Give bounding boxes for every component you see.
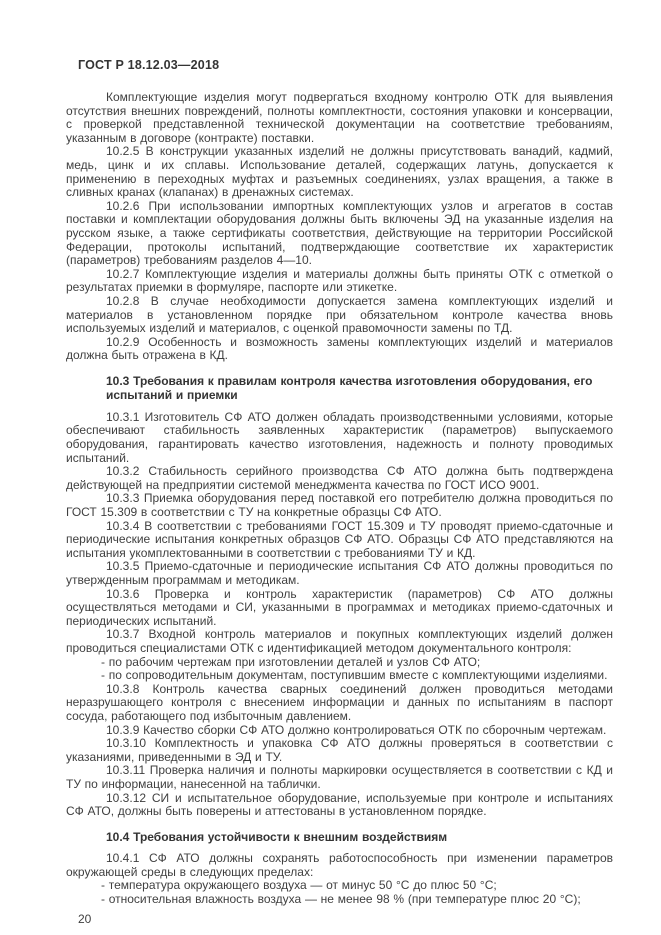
paragraph: 10.3.7 Входной контроль материалов и покупных комплектующих изделий должен проводиться специалистами ОТК с идентификацией методом документального контроля:	[66, 627, 613, 655]
page-number: 20	[78, 911, 92, 926]
paragraph: 10.3.12 СИ и испытательное оборудование, используемые при контроле и испытаниях СФ АТО, должны быть поверены и аттестованы в установленном порядке.	[66, 790, 613, 819]
paragraph: 10.2.9 Особенность и возможность замены комплектующих изделий и материалов должна быть отражена в КД.	[66, 334, 613, 363]
list-item: - по сопроводительным документам, поступившим вместе с комплектующими изделиями.	[101, 668, 608, 683]
paragraph: 10.3.11 Проверка наличия и полноты маркировки осуществляется в соответствии с КД и ТУ по информации, нанесенной на таблички.	[66, 763, 613, 791]
paragraph: Комплектующие изделия могут подвергаться входному контролю ОТК для выявления отсутствия внешних повреждений, полноты комплектности, состояния упаковки и консервации, с проверкой представленной технической документации на соответствие требованиям, указанным в договоре (контракте) поставки.	[66, 90, 613, 145]
paragraph: 10.3.4 В соответствии с требованиями ГОСТ 15.309 и ТУ проводят приемо-сдаточные и периодические испытания конкретных образцов СФ АТО. Образцы СФ АТО представляются на испытания укомплектованными в соответствии с требованиями ТУ и КД.	[66, 518, 613, 560]
paragraph: 10.3.2 Стабильность серийного производства СФ АТО должна быть подтверждена действующей на предприятии системой менеджмента качества по ГОСТ ИСО 9001.	[66, 464, 613, 492]
paragraph: 10.3.8 Контроль качества сварных соединений должен проводиться методами неразрушающего контроля с внесением информации и данных по испытаниям в паспорт сосуда, работающего под избыточным давлением.	[66, 681, 613, 723]
paragraph: 10.2.8 В случае необходимости допускается замена комплектующих изделий и материалов в установленном порядке при обязательном контроле качества вновь используемых изделий и материалов, с оценкой правомочности замены по ТД.	[66, 293, 613, 336]
paragraph: 10.3.10 Комплектность и упаковка СФ АТО должны проверяться в соответствии с указаниями, приведенными в ЭД и ТУ.	[66, 736, 613, 764]
paragraph: 10.2.5 В конструкции указанных изделий не должны присутствовать ванадий, кадмий, медь, цинк и их сплавы. Использование деталей, содержащих латунь, допускается к применению в переходных муфтах и разъемных соединениях, узлах вращения, а также в сливных кранах (клапанах) в дренажных системах.	[66, 144, 613, 200]
document-body	[66, 91, 613, 907]
list-item: - по рабочим чертежам при изготовлении деталей и узлов СФ АТО;	[101, 654, 481, 669]
paragraph: 10.3.1 Изготовитель СФ АТО должен обладать производственными условиями, которые обеспечивают стабильность заявленных характеристик (параметров) выпускаемого оборудования, гарантировать качество изготовления, надежность и полноту проводимых испытаний.	[66, 409, 613, 465]
paragraph: 10.3.9 Качество сборки СФ АТО должно контролироваться ОТК по сборочным чертежам.	[106, 722, 607, 737]
paragraph: 10.2.6 При использовании импортных комплектующих узлов и агрегатов в состав поставки и комплектации оборудования должны быть включены ЭД на указанные изделия на русском языке, а также сертификаты соответствия, действующие на территории Российской Федерации, протоколы испытаний, подтверждающие соответствие их характеристик (параметров) требованиям разделов 4—10.	[66, 198, 613, 268]
paragraph: 10.2.7 Комплектующие изделия и материалы должны быть приняты ОТК с отметкой о результатах приемки в формуляре, паспорте или этикетке.	[66, 266, 613, 295]
paragraph: 10.3.5 Приемо-сдаточные и периодические испытания СФ АТО должны проводиться по утвержденным программам и методикам.	[66, 559, 613, 587]
section-heading: 10.3 Требования к правилам контроля качества изготовления оборудования, его испытаний и приемки	[106, 373, 593, 403]
list-item: - относительная влажность воздуха — не менее 98 % (при температуре плюс 20 °С);	[101, 891, 581, 906]
list-item: - температура окружающего воздуха — от минус 50 °С до плюс 50 °С;	[101, 878, 497, 893]
paragraph: 10.3.3 Приемка оборудования перед поставкой его потребителю должна проводиться по ГОСТ 15.309 в соответствии с ТУ на конкретные образцы СФ АТО.	[66, 491, 613, 520]
section-heading: 10.4 Требования устойчивости к внешним воздействиям	[106, 829, 448, 844]
paragraph: 10.4.1 СФ АТО должны сохранять работоспособность при изменении параметров окружающей среды в следующих пределах:	[66, 851, 613, 879]
running-header: ГОСТ Р 18.12.03—2018	[78, 58, 220, 72]
paragraph: 10.3.6 Проверка и контроль характеристик (параметров) СФ АТО должны осуществляться методами и СИ, указанными в программах и методиках приемо-сдаточных и периодических испытаний.	[66, 586, 613, 628]
